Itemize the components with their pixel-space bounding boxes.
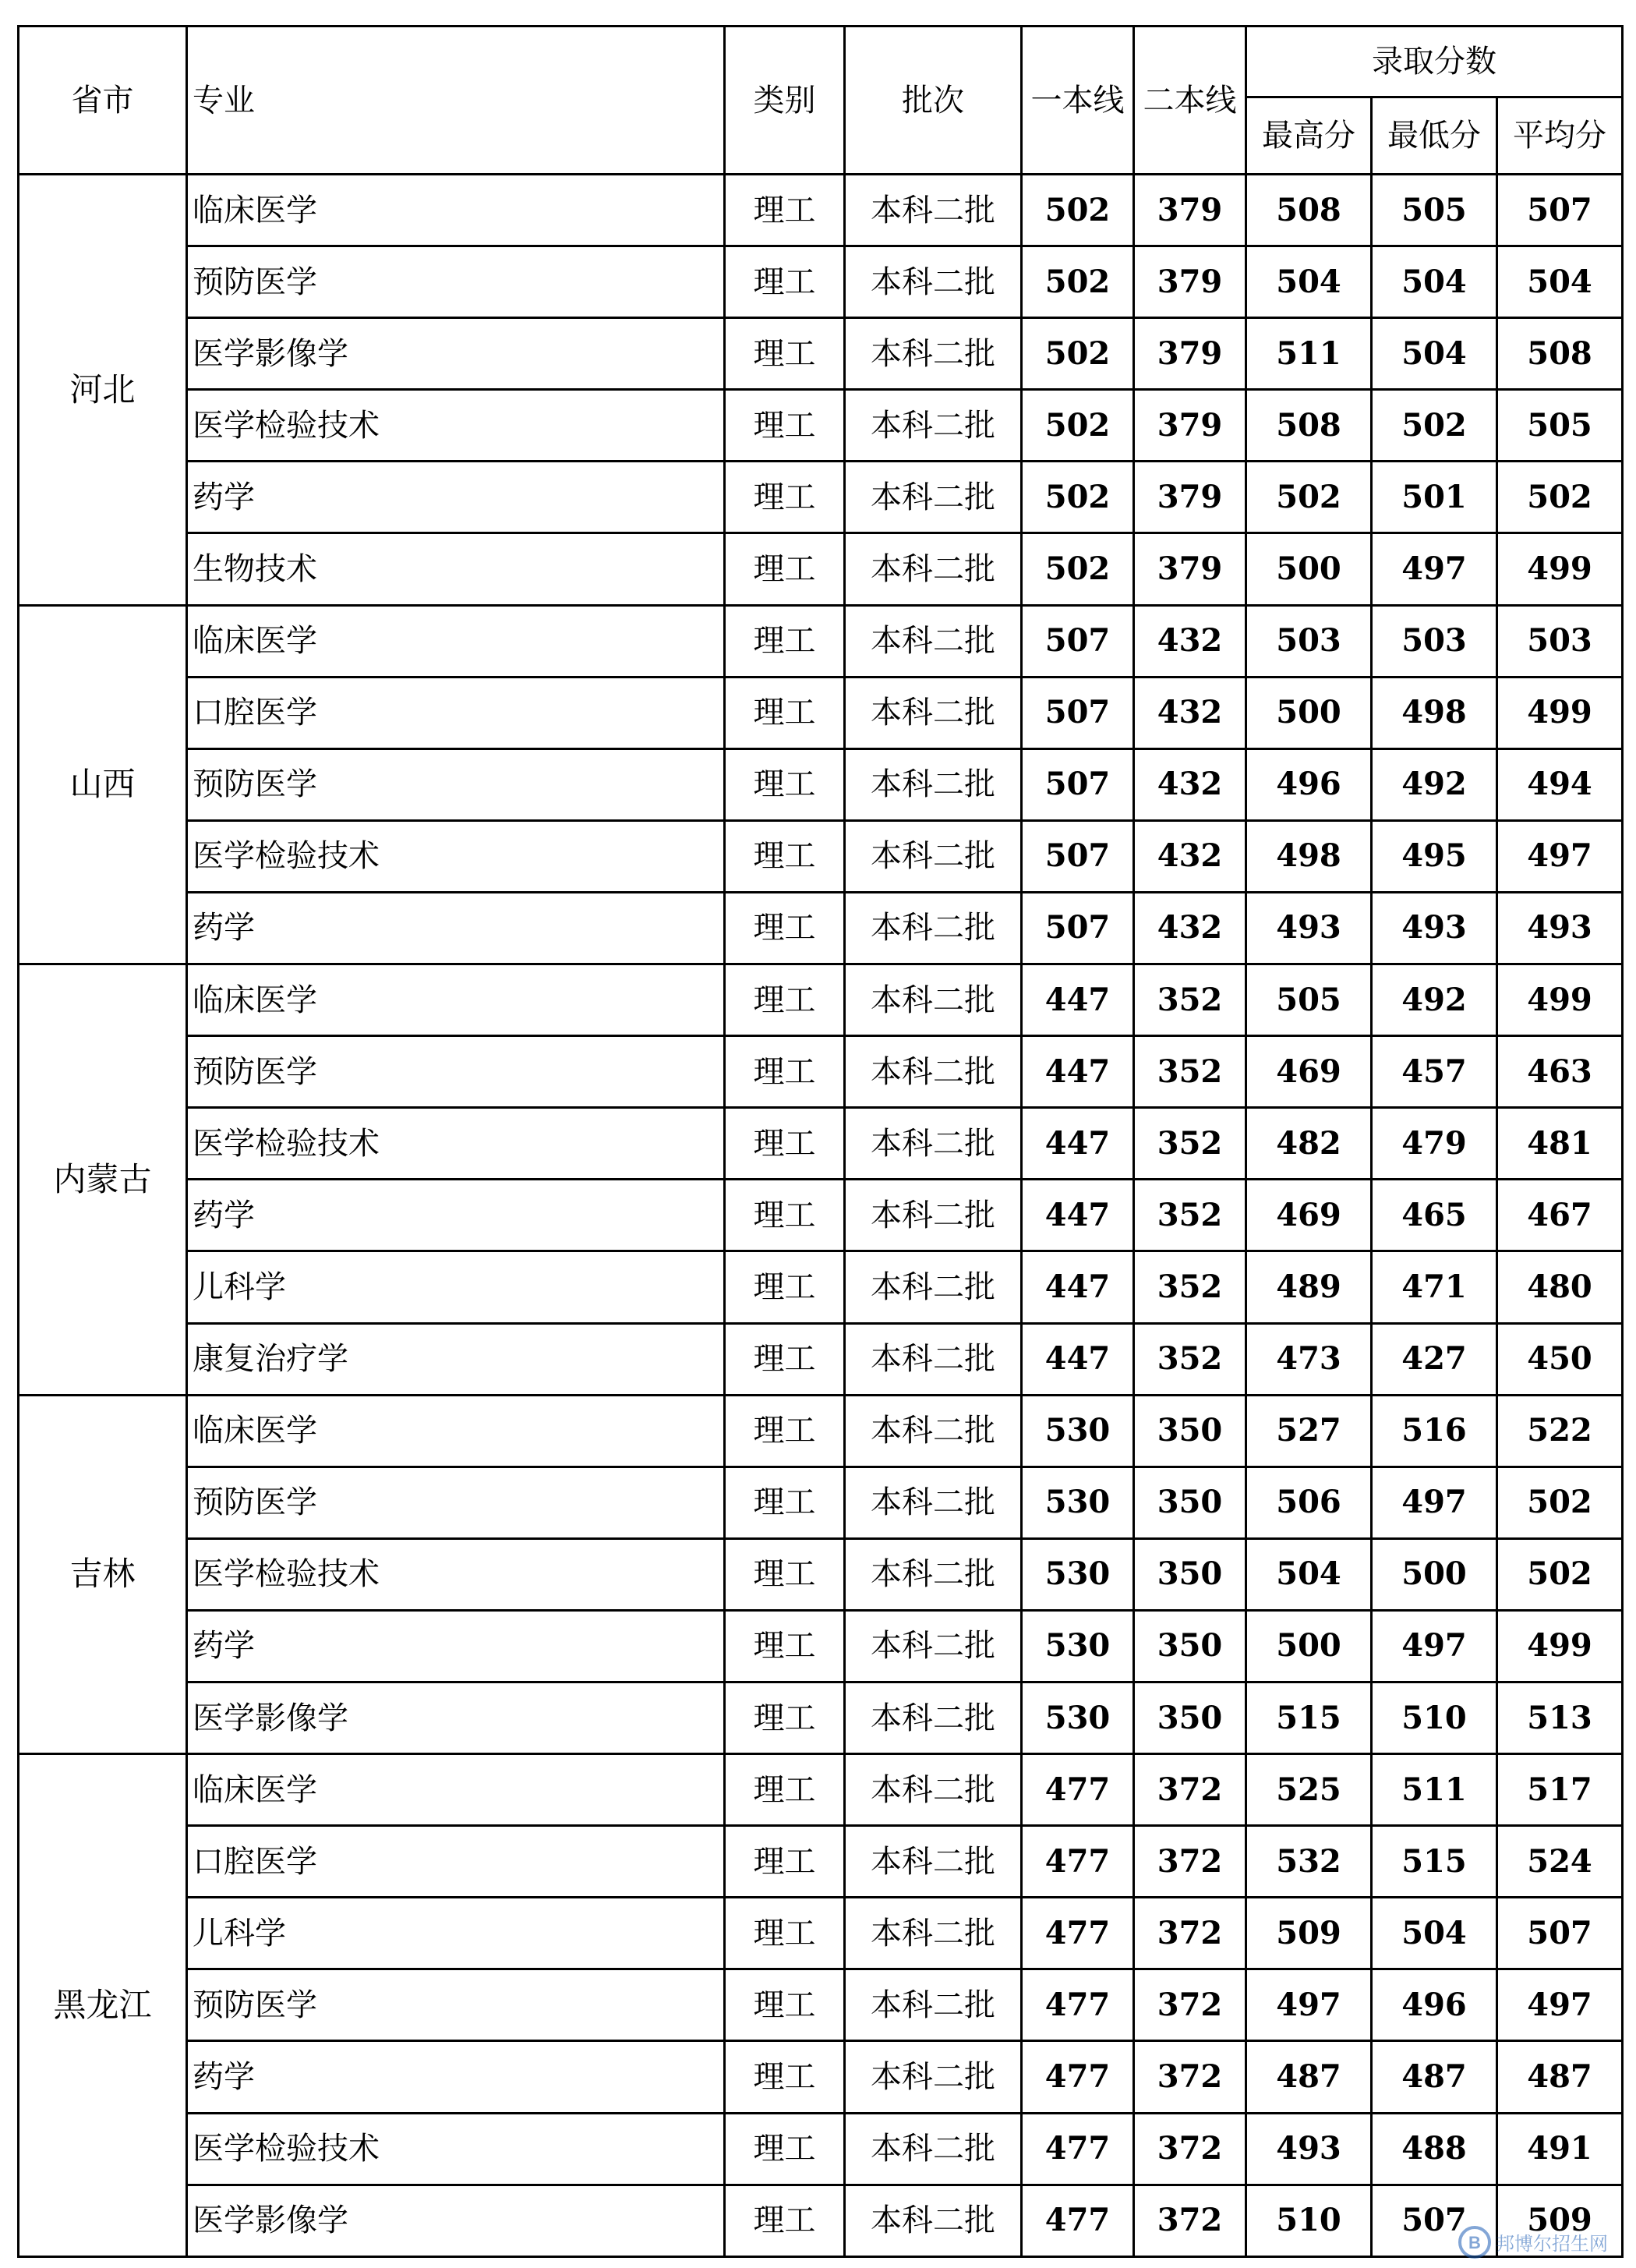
- cell-category: 理工: [725, 1323, 845, 1395]
- table-row: [19, 318, 1623, 390]
- cell-max: 500: [1246, 533, 1372, 605]
- cell-max: 510: [1246, 2185, 1372, 2256]
- header-avg: 平均分: [1497, 97, 1623, 175]
- cell-max: 497: [1246, 1969, 1372, 2041]
- cell-category: 理工: [725, 1467, 845, 1538]
- cell-batch: 本科二批: [845, 1180, 1022, 1251]
- table-row: [19, 1251, 1623, 1323]
- cell-major: 预防医学: [187, 1036, 725, 1108]
- cell-max: 511: [1246, 318, 1372, 390]
- cell-major: 儿科学: [187, 1251, 725, 1323]
- cell-line2: 350: [1134, 1610, 1246, 1682]
- cell-batch: 本科二批: [845, 1036, 1022, 1108]
- cell-line2: 372: [1134, 1754, 1246, 1826]
- cell-avg: 494: [1497, 748, 1623, 820]
- cell-max: 473: [1246, 1323, 1372, 1395]
- cell-batch: 本科二批: [845, 1395, 1022, 1467]
- cell-major: 康复治疗学: [187, 1323, 725, 1395]
- cell-batch: 本科二批: [845, 246, 1022, 318]
- cell-max: 500: [1246, 1610, 1372, 1682]
- header-line2: 二本线: [1134, 27, 1246, 175]
- cell-line1: 477: [1022, 2041, 1134, 2113]
- cell-batch: 本科二批: [845, 820, 1022, 892]
- cell-max: 469: [1246, 1036, 1372, 1108]
- cell-avg: 507: [1497, 1898, 1623, 1969]
- cell-major: 医学检验技术: [187, 820, 725, 892]
- cell-major: 药学: [187, 462, 725, 533]
- cell-line1: 530: [1022, 1682, 1134, 1753]
- cell-min: 496: [1372, 1969, 1497, 2041]
- cell-avg: 497: [1497, 820, 1623, 892]
- cell-min: 498: [1372, 677, 1497, 748]
- cell-avg: 508: [1497, 318, 1623, 390]
- cell-line2: 379: [1134, 318, 1246, 390]
- cell-batch: 本科二批: [845, 533, 1022, 605]
- header-category: 类别: [725, 27, 845, 175]
- cell-line1: 502: [1022, 246, 1134, 318]
- cell-line2: 379: [1134, 390, 1246, 462]
- cell-min: 471: [1372, 1251, 1497, 1323]
- table-row: [19, 1108, 1623, 1180]
- cell-category: 理工: [725, 677, 845, 748]
- cell-category: 理工: [725, 462, 845, 533]
- cell-category: 理工: [725, 964, 845, 1036]
- cell-min: 503: [1372, 605, 1497, 677]
- cell-avg: 499: [1497, 964, 1623, 1036]
- cell-major: 医学检验技术: [187, 1538, 725, 1610]
- cell-major: 口腔医学: [187, 677, 725, 748]
- cell-batch: 本科二批: [845, 318, 1022, 390]
- cell-batch: 本科二批: [845, 964, 1022, 1036]
- watermark-text: 邦博尔招生网: [1496, 2233, 1608, 2255]
- cell-line1: 507: [1022, 892, 1134, 964]
- cell-line1: 507: [1022, 748, 1134, 820]
- cell-major: 医学检验技术: [187, 1108, 725, 1180]
- cell-max: 489: [1246, 1251, 1372, 1323]
- cell-major: 预防医学: [187, 246, 725, 318]
- cell-line1: 530: [1022, 1467, 1134, 1538]
- cell-line2: 372: [1134, 1898, 1246, 1969]
- cell-major: 医学检验技术: [187, 2113, 725, 2185]
- cell-major: 医学检验技术: [187, 390, 725, 462]
- cell-avg: 450: [1497, 1323, 1623, 1395]
- cell-batch: 本科二批: [845, 2041, 1022, 2113]
- cell-category: 理工: [725, 2041, 845, 2113]
- cell-line1: 447: [1022, 1323, 1134, 1395]
- cell-category: 理工: [725, 605, 845, 677]
- cell-category: 理工: [725, 175, 845, 246]
- cell-line2: 352: [1134, 964, 1246, 1036]
- table-row: [19, 1610, 1623, 1682]
- cell-major: 临床医学: [187, 605, 725, 677]
- cell-max: 515: [1246, 1682, 1372, 1753]
- cell-avg: 499: [1497, 677, 1623, 748]
- cell-major: 临床医学: [187, 1395, 725, 1467]
- cell-max: 493: [1246, 892, 1372, 964]
- cell-max: 504: [1246, 246, 1372, 318]
- cell-min: 510: [1372, 1682, 1497, 1753]
- cell-min: 511: [1372, 1754, 1497, 1826]
- cell-min: 507: [1372, 2185, 1497, 2256]
- cell-max: 509: [1246, 1898, 1372, 1969]
- cell-category: 理工: [725, 1251, 845, 1323]
- cell-line2: 372: [1134, 1969, 1246, 2041]
- cell-line1: 477: [1022, 1826, 1134, 1898]
- cell-min: 516: [1372, 1395, 1497, 1467]
- cell-province: 河北: [19, 175, 187, 606]
- cell-category: 理工: [725, 820, 845, 892]
- table-row: [19, 175, 1623, 246]
- cell-line2: 352: [1134, 1323, 1246, 1395]
- cell-batch: 本科二批: [845, 677, 1022, 748]
- admission-score-table: [17, 25, 1624, 2258]
- cell-avg: 481: [1497, 1108, 1623, 1180]
- table-row: [19, 820, 1623, 892]
- cell-line2: 372: [1134, 2041, 1246, 2113]
- cell-category: 理工: [725, 1898, 845, 1969]
- cell-major: 预防医学: [187, 1467, 725, 1538]
- cell-major: 生物技术: [187, 533, 725, 605]
- cell-line1: 507: [1022, 677, 1134, 748]
- cell-avg: 505: [1497, 390, 1623, 462]
- cell-major: 预防医学: [187, 748, 725, 820]
- header-scores-group: 录取分数: [1246, 27, 1623, 97]
- cell-major: 医学影像学: [187, 1682, 725, 1753]
- cell-max: 527: [1246, 1395, 1372, 1467]
- cell-category: 理工: [725, 533, 845, 605]
- cell-province: 山西: [19, 605, 187, 964]
- cell-avg: 499: [1497, 1610, 1623, 1682]
- watermark-logo-letter: B: [1468, 2233, 1481, 2252]
- cell-avg: 524: [1497, 1826, 1623, 1898]
- cell-line1: 502: [1022, 390, 1134, 462]
- cell-min: 487: [1372, 2041, 1497, 2113]
- cell-avg: 509: [1497, 2185, 1623, 2256]
- cell-batch: 本科二批: [845, 1538, 1022, 1610]
- cell-min: 427: [1372, 1323, 1497, 1395]
- cell-category: 理工: [725, 1826, 845, 1898]
- cell-category: 理工: [725, 1754, 845, 1826]
- cell-avg: 491: [1497, 2113, 1623, 2185]
- cell-province: 吉林: [19, 1395, 187, 1753]
- cell-category: 理工: [725, 246, 845, 318]
- cell-category: 理工: [725, 318, 845, 390]
- cell-line1: 447: [1022, 1036, 1134, 1108]
- cell-line1: 477: [1022, 1754, 1134, 1826]
- cell-line2: 379: [1134, 462, 1246, 533]
- cell-min: 502: [1372, 390, 1497, 462]
- cell-max: 532: [1246, 1826, 1372, 1898]
- watermark-logo: [1457, 2224, 1620, 2260]
- cell-batch: 本科二批: [845, 892, 1022, 964]
- cell-avg: 522: [1497, 1395, 1623, 1467]
- cell-batch: 本科二批: [845, 2113, 1022, 2185]
- cell-line1: 477: [1022, 1969, 1134, 2041]
- cell-line2: 350: [1134, 1682, 1246, 1753]
- table-row: [19, 1898, 1623, 1969]
- cell-line1: 502: [1022, 533, 1134, 605]
- cell-batch: 本科二批: [845, 1323, 1022, 1395]
- table-row: [19, 2185, 1623, 2256]
- header-max: 最高分: [1246, 97, 1372, 175]
- table-row: [19, 1969, 1623, 2041]
- cell-category: 理工: [725, 1180, 845, 1251]
- cell-batch: 本科二批: [845, 2185, 1022, 2256]
- cell-batch: 本科二批: [845, 1898, 1022, 1969]
- table-header: [19, 27, 1623, 175]
- cell-avg: 502: [1497, 462, 1623, 533]
- cell-province: 黑龙江: [19, 1754, 187, 2257]
- cell-min: 488: [1372, 2113, 1497, 2185]
- cell-category: 理工: [725, 1036, 845, 1108]
- cell-line2: 372: [1134, 2185, 1246, 2256]
- cell-batch: 本科二批: [845, 1969, 1022, 2041]
- cell-min: 465: [1372, 1180, 1497, 1251]
- cell-batch: 本科二批: [845, 462, 1022, 533]
- cell-category: 理工: [725, 892, 845, 964]
- cell-category: 理工: [725, 1395, 845, 1467]
- cell-major: 医学影像学: [187, 2185, 725, 2256]
- table-row: [19, 462, 1623, 533]
- table-row: [19, 2113, 1623, 2185]
- header-major: 专业: [187, 27, 725, 175]
- cell-major: 临床医学: [187, 175, 725, 246]
- cell-line2: 350: [1134, 1395, 1246, 1467]
- cell-max: 493: [1246, 2113, 1372, 2185]
- table-row: [19, 1754, 1623, 1826]
- cell-max: 469: [1246, 1180, 1372, 1251]
- table-row: [19, 1180, 1623, 1251]
- table-row: [19, 246, 1623, 318]
- cell-max: 482: [1246, 1108, 1372, 1180]
- cell-min: 457: [1372, 1036, 1497, 1108]
- table-row: [19, 1826, 1623, 1898]
- cell-category: 理工: [725, 1610, 845, 1682]
- cell-line1: 477: [1022, 1898, 1134, 1969]
- cell-max: 498: [1246, 820, 1372, 892]
- cell-category: 理工: [725, 1969, 845, 2041]
- cell-batch: 本科二批: [845, 1682, 1022, 1753]
- cell-avg: 502: [1497, 1467, 1623, 1538]
- cell-line1: 507: [1022, 605, 1134, 677]
- cell-avg: 517: [1497, 1754, 1623, 1826]
- cell-batch: 本科二批: [845, 1251, 1022, 1323]
- cell-avg: 493: [1497, 892, 1623, 964]
- cell-max: 508: [1246, 175, 1372, 246]
- cell-avg: 463: [1497, 1036, 1623, 1108]
- cell-min: 493: [1372, 892, 1497, 964]
- table-row: [19, 1682, 1623, 1753]
- cell-line1: 477: [1022, 2185, 1134, 2256]
- cell-major: 医学影像学: [187, 318, 725, 390]
- table-row: [19, 748, 1623, 820]
- cell-major: 药学: [187, 1610, 725, 1682]
- table-row: [19, 964, 1623, 1036]
- cell-batch: 本科二批: [845, 1754, 1022, 1826]
- table-row: [19, 533, 1623, 605]
- table-row: [19, 390, 1623, 462]
- cell-max: 500: [1246, 677, 1372, 748]
- cell-avg: 502: [1497, 1538, 1623, 1610]
- cell-min: 497: [1372, 1610, 1497, 1682]
- cell-min: 515: [1372, 1826, 1497, 1898]
- cell-major: 药学: [187, 1180, 725, 1251]
- cell-category: 理工: [725, 748, 845, 820]
- cell-avg: 480: [1497, 1251, 1623, 1323]
- cell-batch: 本科二批: [845, 1108, 1022, 1180]
- cell-avg: 503: [1497, 605, 1623, 677]
- cell-batch: 本科二批: [845, 605, 1022, 677]
- cell-min: 497: [1372, 533, 1497, 605]
- table-row: [19, 677, 1623, 748]
- cell-line1: 502: [1022, 175, 1134, 246]
- cell-max: 487: [1246, 2041, 1372, 2113]
- cell-category: 理工: [725, 390, 845, 462]
- cell-max: 525: [1246, 1754, 1372, 1826]
- cell-batch: 本科二批: [845, 390, 1022, 462]
- cell-batch: 本科二批: [845, 175, 1022, 246]
- header-province: 省市: [19, 27, 187, 175]
- cell-avg: 513: [1497, 1682, 1623, 1753]
- cell-major: 预防医学: [187, 1969, 725, 2041]
- cell-max: 506: [1246, 1467, 1372, 1538]
- cell-min: 504: [1372, 1898, 1497, 1969]
- cell-max: 504: [1246, 1538, 1372, 1610]
- cell-min: 504: [1372, 318, 1497, 390]
- cell-line2: 372: [1134, 2113, 1246, 2185]
- cell-line1: 447: [1022, 1108, 1134, 1180]
- cell-line2: 352: [1134, 1036, 1246, 1108]
- cell-line2: 352: [1134, 1180, 1246, 1251]
- cell-line1: 477: [1022, 2113, 1134, 2185]
- cell-line2: 432: [1134, 820, 1246, 892]
- table-row: [19, 892, 1623, 964]
- cell-major: 药学: [187, 892, 725, 964]
- table-row: [19, 2041, 1623, 2113]
- cell-min: 479: [1372, 1108, 1497, 1180]
- table-row: [19, 1538, 1623, 1610]
- cell-line2: 432: [1134, 748, 1246, 820]
- cell-avg: 497: [1497, 1969, 1623, 2041]
- cell-line2: 350: [1134, 1538, 1246, 1610]
- cell-line1: 502: [1022, 318, 1134, 390]
- header-min: 最低分: [1372, 97, 1497, 175]
- table-row: [19, 1323, 1623, 1395]
- header-batch: 批次: [845, 27, 1022, 175]
- cell-max: 496: [1246, 748, 1372, 820]
- cell-major: 药学: [187, 2041, 725, 2113]
- cell-line2: 379: [1134, 246, 1246, 318]
- cell-major: 临床医学: [187, 964, 725, 1036]
- cell-line1: 447: [1022, 1251, 1134, 1323]
- cell-line2: 352: [1134, 1108, 1246, 1180]
- table-row: [19, 1036, 1623, 1108]
- cell-avg: 507: [1497, 175, 1623, 246]
- cell-min: 501: [1372, 462, 1497, 533]
- cell-major: 口腔医学: [187, 1826, 725, 1898]
- cell-line2: 432: [1134, 605, 1246, 677]
- cell-min: 504: [1372, 246, 1497, 318]
- cell-max: 502: [1246, 462, 1372, 533]
- cell-category: 理工: [725, 2185, 845, 2256]
- cell-line2: 432: [1134, 892, 1246, 964]
- cell-min: 500: [1372, 1538, 1497, 1610]
- cell-line1: 530: [1022, 1610, 1134, 1682]
- table-row: [19, 1467, 1623, 1538]
- cell-avg: 499: [1497, 533, 1623, 605]
- cell-line2: 379: [1134, 533, 1246, 605]
- cell-min: 492: [1372, 964, 1497, 1036]
- cell-category: 理工: [725, 1682, 845, 1753]
- cell-min: 492: [1372, 748, 1497, 820]
- cell-major: 临床医学: [187, 1754, 725, 1826]
- table-row: [19, 605, 1623, 677]
- header-line1: 一本线: [1022, 27, 1134, 175]
- table-row: [19, 1395, 1623, 1467]
- cell-min: 497: [1372, 1467, 1497, 1538]
- cell-batch: 本科二批: [845, 1826, 1022, 1898]
- cell-line2: 372: [1134, 1826, 1246, 1898]
- cell-min: 495: [1372, 820, 1497, 892]
- cell-line2: 350: [1134, 1467, 1246, 1538]
- cell-line2: 379: [1134, 175, 1246, 246]
- cell-category: 理工: [725, 1108, 845, 1180]
- cell-line1: 502: [1022, 462, 1134, 533]
- cell-province: 内蒙古: [19, 964, 187, 1396]
- cell-avg: 467: [1497, 1180, 1623, 1251]
- cell-major: 儿科学: [187, 1898, 725, 1969]
- cell-category: 理工: [725, 1538, 845, 1610]
- cell-line1: 530: [1022, 1538, 1134, 1610]
- cell-batch: 本科二批: [845, 1467, 1022, 1538]
- cell-batch: 本科二批: [845, 1610, 1022, 1682]
- cell-avg: 487: [1497, 2041, 1623, 2113]
- cell-line1: 447: [1022, 964, 1134, 1036]
- cell-max: 508: [1246, 390, 1372, 462]
- cell-max: 505: [1246, 964, 1372, 1036]
- cell-avg: 504: [1497, 246, 1623, 318]
- cell-line2: 432: [1134, 677, 1246, 748]
- cell-line2: 352: [1134, 1251, 1246, 1323]
- cell-line1: 447: [1022, 1180, 1134, 1251]
- table-body: [19, 175, 1623, 2257]
- cell-category: 理工: [725, 2113, 845, 2185]
- cell-max: 503: [1246, 605, 1372, 677]
- cell-line1: 530: [1022, 1395, 1134, 1467]
- cell-min: 505: [1372, 175, 1497, 246]
- cell-line1: 507: [1022, 820, 1134, 892]
- cell-batch: 本科二批: [845, 748, 1022, 820]
